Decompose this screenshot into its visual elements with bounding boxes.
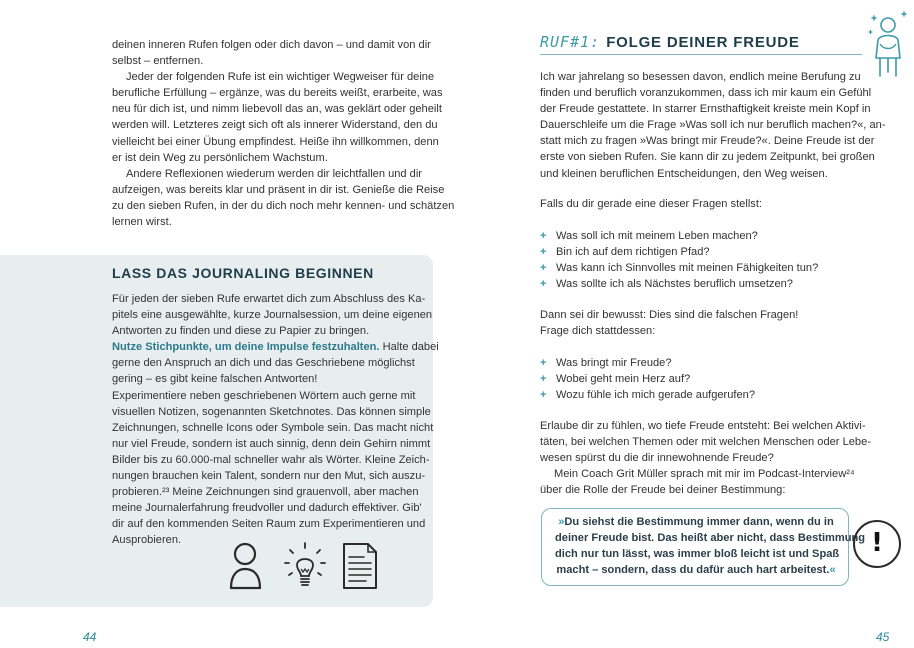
text-line: über die Rolle der Freude bei deiner Bestimmung: bbox=[540, 484, 786, 497]
text-line: der Freude gestattete. In starrer Ernsthaftigkeit kreiste mein Kopf in bbox=[540, 103, 871, 116]
text-line bbox=[555, 514, 837, 530]
list-item-text: Was kann ich Sinnvolles mit meinen Fähigkeiten tun? bbox=[556, 262, 819, 275]
text-line: visuellen Notizen, sogenannten Sketchnotes. Das können simple bbox=[112, 405, 431, 418]
list-item-text: Bin ich auf dem richtigen Pfad? bbox=[556, 246, 710, 259]
text-line: dir auf den kommenden Seiten Raum zum Experimentieren und bbox=[112, 518, 426, 531]
list-item-text: Wobei geht mein Herz auf? bbox=[556, 373, 691, 386]
text-line: Frage dich stattdessen: bbox=[540, 325, 656, 338]
text-line bbox=[112, 339, 439, 355]
quote-close-mark: « bbox=[829, 564, 836, 576]
text-line: Für jeden der sieben Rufe erwartet dich zum Abschluss des Ka- bbox=[112, 293, 426, 305]
text-line: Jeder der folgenden Rufe ist ein wichtiger Wegweiser für deine bbox=[126, 71, 435, 84]
text-line: statt mich zu fragen »Was bringt mir Freude?«. Deine Freude ist der bbox=[540, 135, 875, 148]
plus-bullet-icon: + bbox=[540, 230, 547, 242]
list-item bbox=[540, 244, 818, 260]
text-line: Mein Coach Grit Müller sprach mit mir im Podcast-Interview²⁴ bbox=[554, 468, 855, 481]
intro-paragraph-right bbox=[540, 69, 886, 182]
text-line: Dauerschleife um die Frage »Was soll ich nur beruflich machen?«, an- bbox=[540, 119, 886, 132]
lead-text-2 bbox=[540, 307, 798, 339]
list-item-text: Was sollte ich als Nächstes beruflich umsetzen? bbox=[556, 278, 793, 291]
list-item-text: Was bringt mir Freude? bbox=[556, 357, 672, 369]
closing-paragraph bbox=[540, 418, 871, 498]
intro-paragraph bbox=[112, 37, 454, 230]
question-list-2 bbox=[540, 355, 755, 403]
text-line: und kleinen beruflichen Entscheidungen, den Weg weisen. bbox=[540, 167, 828, 180]
text-line: neu für dich ist, und nimm liebevoll das an, was geklärt oder geheilt bbox=[112, 103, 442, 116]
list-item bbox=[540, 387, 755, 403]
text-line: wesen spürst du die dir innewohnende Freude? bbox=[540, 452, 774, 465]
quote-open-mark: » bbox=[558, 516, 565, 528]
text-line: berufliche Erfüllung – ergänze, was du bereits weißt, erarbeite, was bbox=[112, 87, 443, 100]
text-line: Experimentiere neben geschriebenen Wörtern auch gerne mit bbox=[112, 389, 416, 402]
text-line: probieren.²³ Meine Zeichnungen sind grauenvoll, aber machen bbox=[112, 486, 419, 499]
bold-highlight: Nutze Stichpunkte, um deine Impulse festzuhalten. bbox=[112, 341, 380, 354]
plus-bullet-icon: + bbox=[540, 373, 547, 386]
text-line: Ich war jahrelang so besessen davon, endlich meine Berufung zu bbox=[540, 71, 861, 83]
text-line: aufzeigen, was bereits klar und präsent in dir ist. Genieße die Reise bbox=[112, 183, 445, 196]
text-line: Andere Reflexionen wiederum werden dir leichtfallen und dir bbox=[126, 167, 422, 180]
chapter-prefix: RUF#1: bbox=[540, 33, 601, 51]
list-item-text: Wozu fühle ich mich gerade aufgerufen? bbox=[556, 389, 755, 402]
document-icon bbox=[340, 541, 380, 591]
list-item bbox=[540, 228, 818, 244]
page-number-left: 44 bbox=[83, 630, 97, 644]
text-line: deinen inneren Rufen folgen oder dich davon – und damit von dir bbox=[112, 39, 431, 51]
list-item bbox=[540, 355, 755, 371]
quote-text bbox=[555, 514, 866, 578]
text-line: selbst – entfernen. bbox=[112, 55, 204, 68]
list-item bbox=[540, 260, 818, 276]
text-line: täten, bei welchen Themen oder mit welchen Menschen oder Lebe- bbox=[540, 436, 871, 449]
page-number-right: 45 bbox=[876, 630, 890, 644]
text-line: Dann sei dir bewusst: Dies sind die falschen Fragen! bbox=[540, 309, 799, 321]
text-line: Antworten zu finden und diese zu Papier zu bringen. bbox=[112, 325, 370, 338]
list-item bbox=[540, 371, 755, 387]
text-line: zu den sieben Rufen, in der du dich noch mehr kennen- und schätzen bbox=[112, 199, 455, 212]
text-line: Falls du dir gerade eine dieser Fragen stellst: bbox=[540, 198, 762, 210]
text-line: gering – es gibt keine falschen Antworten! bbox=[112, 373, 318, 386]
plus-bullet-icon: + bbox=[540, 357, 547, 369]
text-line: dich nur tun lässt, was immer bloß leicht ist und Spaß bbox=[555, 548, 840, 560]
lead-text bbox=[540, 196, 762, 212]
text-line: Zeichnungen, schnelle Icons oder Symbole sein. Das macht nicht bbox=[112, 421, 434, 434]
journaling-title: LASS DAS JOURNALING BEGINNEN bbox=[112, 265, 374, 281]
chapter-title: FOLGE DEINER FREUDE bbox=[606, 34, 800, 51]
text-line: finden und beruflich voranzukommen, dass ich mir kaum ein Gefühl bbox=[540, 87, 872, 100]
list-item bbox=[540, 276, 818, 292]
text-line: pitels eine ausgewählte, kurze Journalsession, um deine eigenen bbox=[112, 309, 433, 322]
text-span: Halte dabei bbox=[379, 341, 439, 354]
text-line: werden will. Letzteres zeigt sich oft als innerer Widerstand, den du bbox=[112, 119, 438, 132]
text-line: meine Journalerfahrung freudvoller und dadurch effektiver. Gib' bbox=[112, 502, 422, 515]
plus-bullet-icon: + bbox=[540, 389, 547, 402]
heading-rule bbox=[540, 54, 862, 55]
text-line: lernen wirst. bbox=[112, 216, 172, 229]
text-line: er ist dein Weg zu persönlichem Wachstum. bbox=[112, 151, 328, 164]
text-line: vielleicht bei einer Übung empfindest. Heiße ihn willkommen, denn bbox=[112, 135, 439, 148]
text-line: erste von sieben Rufen. Sie kann dir zu jedem Zeitpunkt, bei großen bbox=[540, 151, 875, 164]
text-line: Erlaube dir zu fühlen, wo tiefe Freude entsteht: Bei welchen Aktivi- bbox=[540, 420, 866, 432]
person-icon bbox=[228, 541, 264, 591]
text-line: nungen brauchen kein Talent, sondern nur den Mut, sich auszu- bbox=[112, 470, 426, 483]
chapter-heading bbox=[540, 33, 800, 51]
list-item-text: Was soll ich mit meinem Leben machen? bbox=[556, 230, 758, 242]
plus-bullet-icon: + bbox=[540, 262, 547, 275]
text-line: Ausprobieren. bbox=[112, 534, 182, 547]
text-span: Du siehst die Bestimmung immer dann, wenn du in bbox=[564, 516, 834, 528]
text-line: nur viel Freude, sondern ist auch sinnig, denn dein Gehirn nimmt bbox=[112, 437, 431, 450]
journaling-text bbox=[112, 291, 439, 549]
plus-bullet-icon: + bbox=[540, 246, 547, 259]
exclamation-icon: ! bbox=[853, 520, 901, 568]
plus-bullet-icon: + bbox=[540, 278, 547, 291]
text-line bbox=[555, 562, 837, 578]
question-list-1 bbox=[540, 228, 818, 292]
text-line: gerne den Anspruch an dich und das Geschriebene möglichst bbox=[112, 357, 415, 370]
text-line: Bilder bis zu 60.000-mal schneller wahr als Wörter. Kleine Zeich- bbox=[112, 453, 430, 466]
text-span: macht – sondern, dass du dafür auch hart arbeitest. bbox=[556, 564, 830, 576]
lightbulb-icon bbox=[282, 541, 328, 591]
text-line: deiner Freude bist. Das heißt aber nicht, dass Bestimmung bbox=[555, 532, 866, 544]
